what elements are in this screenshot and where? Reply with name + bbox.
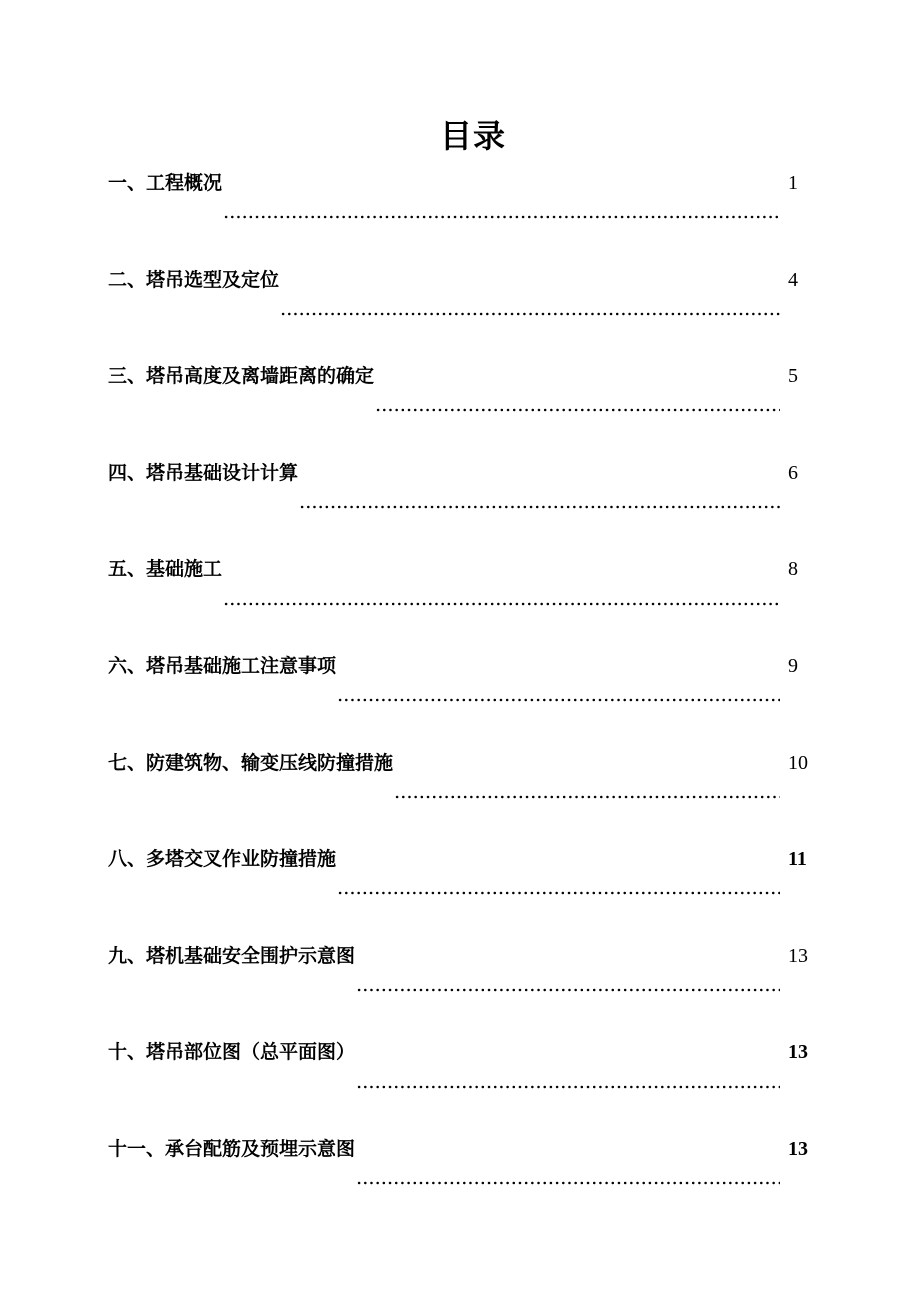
- toc-entry-label: 六、塔吊基础施工注意事项: [108, 654, 337, 677]
- toc-page-number: 5: [788, 365, 798, 388]
- toc-page-number: 13: [788, 1041, 808, 1064]
- toc-page-number: 6: [788, 461, 798, 484]
- toc-entry-label: 三、塔吊高度及离墙距离的确定: [108, 365, 375, 388]
- toc-list: [108, 168, 820, 1231]
- toc-dot-leader: [356, 1085, 780, 1089]
- toc-entry-label: 一、工程概况: [108, 172, 223, 194]
- toc-dot-leader: [299, 505, 780, 509]
- toc-entry[interactable]: [108, 554, 820, 651]
- toc-dot-leader: [280, 312, 780, 316]
- toc-entry[interactable]: [108, 1134, 820, 1231]
- toc-entry[interactable]: [108, 265, 820, 362]
- toc-title: 目录: [439, 117, 506, 155]
- toc-entry-label: 九、塔机基础安全围护示意图: [108, 944, 356, 967]
- toc-dot-leader: [394, 795, 780, 799]
- toc-page-number: 10: [788, 751, 808, 774]
- toc-entry[interactable]: [108, 458, 820, 555]
- toc-entry-label: 七、防建筑物、输变压线防撞措施: [108, 751, 394, 774]
- toc-dot-leader: [375, 408, 780, 412]
- toc-dot-leader: [223, 215, 780, 219]
- toc-dot-leader: [356, 988, 780, 992]
- toc-dot-leader: [356, 1181, 780, 1185]
- toc-entry[interactable]: [108, 651, 820, 748]
- toc-entry-label: 八、多塔交叉作业防撞措施: [108, 848, 337, 871]
- toc-page-number: 8: [788, 558, 798, 581]
- toc-page-number: 13: [788, 1137, 808, 1160]
- toc-entry-label: 二、塔吊选型及定位: [108, 268, 280, 291]
- toc-page-number: 1: [788, 172, 798, 194]
- toc-entry[interactable]: [108, 168, 820, 265]
- toc-entry-label: 四、塔吊基础设计计算: [108, 461, 299, 484]
- toc-page-number: 11: [788, 848, 807, 871]
- toc-entry[interactable]: [108, 941, 820, 1038]
- toc-entry-label: 十一、承台配筋及预埋示意图: [108, 1137, 356, 1160]
- toc-entry[interactable]: [108, 361, 820, 458]
- toc-dot-leader: [337, 698, 780, 702]
- toc-entry-label: 十、塔吊部位图（总平面图）: [108, 1041, 356, 1064]
- toc-page-number: 4: [788, 268, 798, 291]
- toc-dot-leader: [337, 891, 780, 895]
- toc-entry[interactable]: [108, 844, 820, 941]
- toc-entry-label: 五、基础施工: [108, 558, 223, 581]
- toc-entry[interactable]: [108, 1037, 820, 1134]
- toc-page-number: 13: [788, 944, 808, 967]
- toc-page-number: 9: [788, 654, 798, 677]
- toc-dot-leader: [223, 602, 780, 606]
- toc-entry[interactable]: [108, 748, 820, 845]
